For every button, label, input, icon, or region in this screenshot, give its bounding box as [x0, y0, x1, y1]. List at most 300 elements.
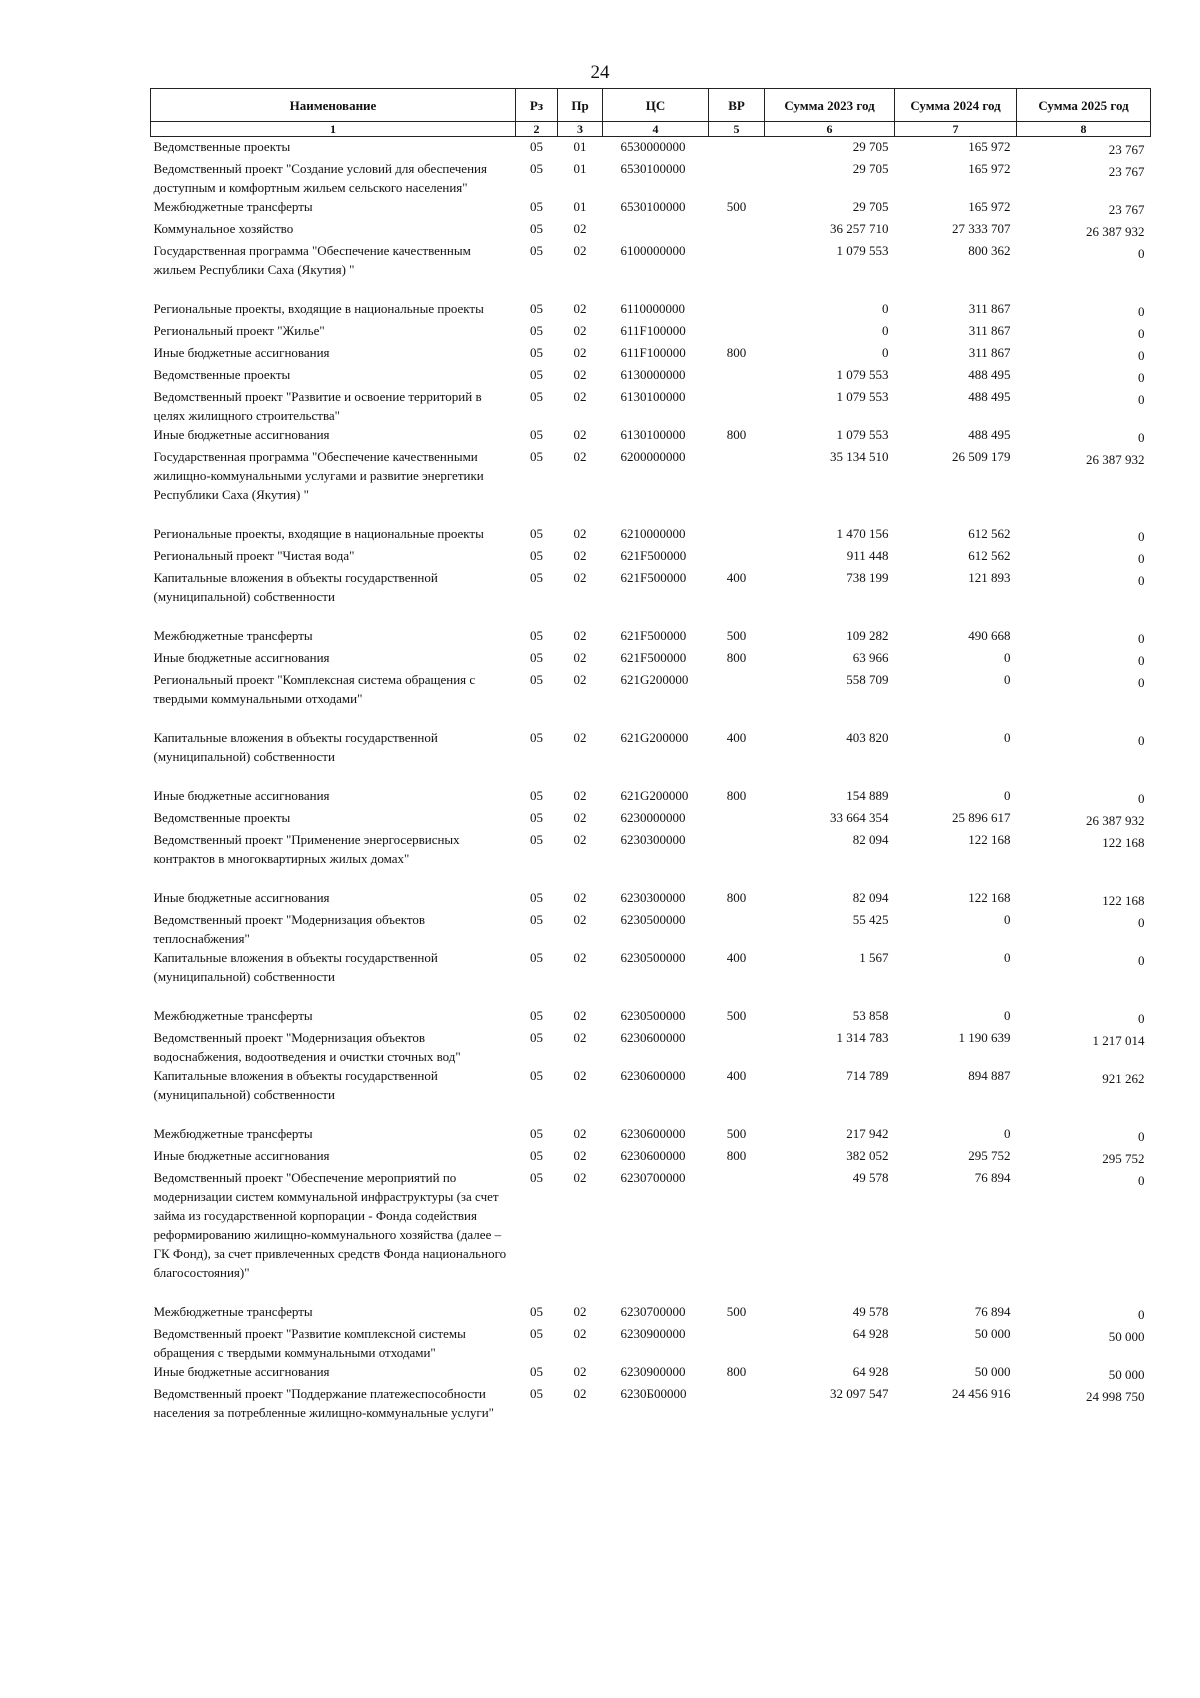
row-sum-2023: 0 — [882, 345, 889, 360]
table-row — [151, 808, 1151, 830]
row-vr: 500 — [726, 628, 747, 643]
row-sum-2024: 295 752 — [968, 1148, 1011, 1163]
table-row — [151, 447, 1151, 524]
row-sum-2024: 612 562 — [968, 548, 1011, 563]
header-vr: ВР — [709, 89, 765, 122]
row-sum-2024: 894 887 — [968, 1068, 1011, 1083]
row-cs: 6230500000 — [620, 912, 686, 927]
row-sum-2025: 23 767 — [1108, 164, 1145, 179]
row-vr — [709, 137, 765, 160]
table-row — [151, 910, 1151, 948]
row-pr: 02 — [573, 345, 587, 360]
row-sum-2025: 122 168 — [1102, 835, 1145, 850]
row-rz: 05 — [530, 323, 543, 338]
row-sum-2023: 714 789 — [846, 1068, 889, 1083]
row-sum-2025: 1 217 014 — [1092, 1033, 1145, 1048]
row-rz: 05 — [530, 427, 543, 442]
row-rz: 05 — [530, 1326, 543, 1341]
column-number: 6 — [765, 122, 895, 137]
table-row — [151, 137, 1151, 160]
row-rz: 05 — [530, 1148, 543, 1163]
row-vr: 400 — [726, 570, 747, 585]
row-sum-2024: 24 456 916 — [952, 1386, 1011, 1401]
row-cs: 6530100000 — [620, 161, 686, 176]
row-name: Коммунальное хозяйство — [153, 221, 294, 236]
row-name: Ведомственный проект "Развитие комплексной системы обращения с твердыми коммунальными отходами" — [153, 1326, 466, 1360]
row-sum-2024: 50 000 — [974, 1364, 1011, 1379]
row-sum-2025: 122 168 — [1102, 893, 1145, 908]
row-vr — [709, 1384, 765, 1422]
row-pr: 02 — [573, 427, 587, 442]
row-rz: 05 — [530, 221, 543, 236]
row-rz: 05 — [530, 912, 543, 927]
row-name: Ведомственный проект "Применение энергосервисных контрактов в многоквартирных жилых домах" — [153, 832, 460, 866]
row-pr: 02 — [573, 1126, 587, 1141]
row-sum-2024: 488 495 — [968, 389, 1011, 404]
row-sum-2023: 49 578 — [852, 1304, 889, 1319]
row-vr — [709, 546, 765, 568]
row-sum-2024: 122 168 — [968, 832, 1011, 847]
row-rz: 05 — [530, 161, 543, 176]
table-row — [151, 1066, 1151, 1124]
column-number: 8 — [1017, 122, 1151, 137]
row-sum-2023: 36 257 710 — [830, 221, 889, 236]
row-sum-2023: 109 282 — [846, 628, 889, 643]
row-sum-2024: 0 — [1004, 1126, 1011, 1141]
header-name: Наименование — [151, 89, 516, 122]
row-pr: 02 — [573, 1304, 587, 1319]
row-sum-2023: 35 134 510 — [830, 449, 889, 464]
table-row — [151, 648, 1151, 670]
row-vr — [709, 1324, 765, 1362]
column-number: 2 — [516, 122, 558, 137]
row-rz: 05 — [530, 672, 543, 687]
row-vr — [709, 321, 765, 343]
table-body — [151, 137, 1151, 1423]
row-cs: 6230900000 — [620, 1326, 686, 1341]
row-vr — [709, 830, 765, 888]
row-name: Межбюджетные трансферты — [153, 628, 313, 643]
row-pr: 02 — [573, 628, 587, 643]
row-sum-2023: 29 705 — [852, 161, 889, 176]
page-number: 24 — [590, 62, 610, 83]
row-vr — [709, 1028, 765, 1066]
table-row — [151, 524, 1151, 546]
row-name: Иные бюджетные ассигнования — [153, 1148, 330, 1163]
row-sum-2025: 24 998 750 — [1086, 1389, 1145, 1404]
row-cs: 6230300000 — [620, 890, 686, 905]
row-sum-2023: 63 966 — [852, 650, 889, 665]
row-vr — [709, 241, 765, 299]
row-vr — [709, 910, 765, 948]
row-name: Ведомственные проекты — [153, 367, 291, 382]
row-pr: 02 — [573, 548, 587, 563]
row-vr: 500 — [726, 1008, 747, 1023]
row-sum-2024: 165 972 — [968, 139, 1011, 154]
row-sum-2023: 29 705 — [852, 139, 889, 154]
row-rz: 05 — [530, 788, 543, 803]
table-row — [151, 387, 1151, 425]
row-vr — [709, 159, 765, 197]
row-name: Капитальные вложения в объекты государственной (муниципальной) собственности — [153, 570, 438, 604]
row-name: Капитальные вложения в объекты государственной (муниципальной) собственности — [153, 1068, 438, 1102]
row-vr — [709, 365, 765, 387]
row-cs: 6230000000 — [620, 810, 686, 825]
row-sum-2023: 558 709 — [846, 672, 889, 687]
row-pr: 02 — [573, 323, 587, 338]
row-sum-2023: 403 820 — [846, 730, 889, 745]
row-rz: 05 — [530, 1126, 543, 1141]
row-sum-2023: 911 448 — [846, 548, 889, 563]
row-rz: 05 — [530, 730, 543, 745]
row-sum-2024: 27 333 707 — [952, 221, 1011, 236]
row-vr — [709, 299, 765, 321]
row-cs: 6210000000 — [620, 526, 686, 541]
row-cs: 611F100000 — [620, 323, 686, 338]
row-name: Капитальные вложения в объекты государственной (муниципальной) собственности — [153, 950, 438, 984]
row-sum-2025: 0 — [1138, 675, 1145, 690]
row-sum-2024: 0 — [1004, 672, 1011, 687]
row-sum-2025: 921 262 — [1102, 1071, 1145, 1086]
row-pr: 01 — [573, 199, 587, 214]
row-vr: 400 — [726, 730, 747, 745]
row-cs: 6130000000 — [620, 367, 686, 382]
column-number: 1 — [151, 122, 516, 137]
row-cs: 621F500000 — [620, 570, 687, 585]
row-pr: 02 — [573, 1030, 587, 1045]
row-sum-2023: 1 079 553 — [836, 427, 889, 442]
row-cs: 6230700000 — [620, 1170, 686, 1185]
row-cs: 6230900000 — [620, 1364, 686, 1379]
table-row — [151, 786, 1151, 808]
row-sum-2025: 50 000 — [1108, 1367, 1145, 1382]
row-name: Государственная программа "Обеспечение качественным жильем Республики Саха (Якутия) " — [153, 243, 471, 277]
row-vr: 800 — [726, 650, 747, 665]
row-rz: 05 — [530, 243, 543, 258]
row-sum-2024: 121 893 — [968, 570, 1011, 585]
row-cs: 6230600000 — [620, 1148, 686, 1163]
row-sum-2023: 53 858 — [852, 1008, 889, 1023]
row-sum-2025: 26 387 932 — [1086, 224, 1145, 239]
row-vr — [709, 808, 765, 830]
table-row — [151, 365, 1151, 387]
row-pr: 02 — [573, 672, 587, 687]
row-name: Межбюджетные трансферты — [153, 1008, 313, 1023]
row-vr — [709, 670, 765, 728]
column-number: 3 — [558, 122, 603, 137]
row-rz: 05 — [530, 199, 543, 214]
table-row — [151, 1324, 1151, 1362]
row-sum-2023: 49 578 — [852, 1170, 889, 1185]
row-sum-2023: 1 567 — [859, 950, 889, 965]
row-sum-2025: 0 — [1138, 915, 1145, 930]
row-cs: 6130100000 — [620, 389, 686, 404]
row-sum-2023: 64 928 — [852, 1326, 889, 1341]
row-vr — [709, 447, 765, 524]
row-sum-2023: 82 094 — [852, 890, 889, 905]
table-row — [151, 219, 1151, 241]
row-sum-2024: 488 495 — [968, 427, 1011, 442]
column-number-row — [151, 122, 1151, 137]
row-rz: 05 — [530, 650, 543, 665]
row-sum-2024: 0 — [1004, 1008, 1011, 1023]
row-rz: 05 — [530, 526, 543, 541]
table-row — [151, 1362, 1151, 1384]
row-sum-2024: 1 190 639 — [958, 1030, 1011, 1045]
row-cs: 621G200000 — [620, 672, 689, 687]
row-sum-2025: 26 387 932 — [1086, 813, 1145, 828]
row-pr: 02 — [573, 301, 587, 316]
table-row — [151, 948, 1151, 1006]
row-name: Региональный проект "Комплексная система обращения с твердыми коммунальными отходами" — [153, 672, 476, 706]
table-row — [151, 1006, 1151, 1028]
row-sum-2025: 26 387 932 — [1086, 452, 1145, 467]
row-pr: 02 — [573, 890, 587, 905]
row-cs: 6230500000 — [620, 950, 686, 965]
row-rz: 05 — [530, 367, 543, 382]
row-sum-2024: 165 972 — [968, 161, 1011, 176]
row-cs: 621F500000 — [620, 628, 687, 643]
row-sum-2024: 50 000 — [974, 1326, 1011, 1341]
row-vr — [709, 524, 765, 546]
row-name: Ведомственный проект "Развитие и освоение территорий в целях жилищного строительства" — [153, 389, 482, 423]
row-sum-2024: 311 867 — [968, 345, 1011, 360]
row-sum-2023: 82 094 — [852, 832, 889, 847]
table-row — [151, 1124, 1151, 1146]
row-cs: 6230500000 — [620, 1008, 686, 1023]
row-sum-2024: 76 894 — [974, 1170, 1011, 1185]
row-sum-2024: 25 896 617 — [952, 810, 1011, 825]
row-vr — [709, 1168, 765, 1302]
row-vr: 500 — [726, 1126, 747, 1141]
row-rz: 05 — [530, 139, 543, 154]
row-name: Иные бюджетные ассигнования — [153, 890, 330, 905]
row-sum-2024: 122 168 — [968, 890, 1011, 905]
row-pr: 02 — [573, 730, 587, 745]
row-cs: 621G200000 — [620, 788, 689, 803]
column-number: 5 — [709, 122, 765, 137]
table-row — [151, 626, 1151, 648]
row-cs: 621F500000 — [620, 650, 687, 665]
row-sum-2023: 64 928 — [852, 1364, 889, 1379]
row-pr: 02 — [573, 950, 587, 965]
row-pr: 02 — [573, 832, 587, 847]
row-pr: 02 — [573, 570, 587, 585]
row-sum-2023: 32 097 547 — [830, 1386, 889, 1401]
column-number: 7 — [895, 122, 1017, 137]
row-sum-2025: 0 — [1138, 653, 1145, 668]
row-sum-2023: 217 942 — [846, 1126, 889, 1141]
row-name: Ведомственный проект "Модернизация объектов водоснабжения, водоотведения и очистки сточных вод" — [153, 1030, 461, 1064]
table-row — [151, 197, 1151, 219]
row-cs: 6230600000 — [620, 1068, 686, 1083]
table-row — [151, 830, 1151, 888]
row-rz: 05 — [530, 1008, 543, 1023]
table-row — [151, 321, 1151, 343]
row-rz: 05 — [530, 570, 543, 585]
row-sum-2025: 0 — [1138, 326, 1145, 341]
row-rz: 05 — [530, 389, 543, 404]
row-sum-2025: 0 — [1138, 1011, 1145, 1026]
table-row — [151, 728, 1151, 786]
row-pr: 02 — [573, 1148, 587, 1163]
row-vr: 800 — [726, 890, 747, 905]
row-name: Ведомственный проект "Поддержание платежеспособности населения за потребленные жилищно-коммунальные услуги" — [153, 1386, 494, 1420]
budget-table — [150, 88, 1151, 1422]
row-name: Государственная программа "Обеспечение качественными жилищно-коммунальными услугами и развитие энергетики Республики Саха (Якутия) " — [153, 449, 484, 502]
row-sum-2024: 800 362 — [968, 243, 1011, 258]
row-sum-2023: 33 664 354 — [830, 810, 889, 825]
row-sum-2025: 0 — [1138, 1307, 1145, 1322]
row-vr: 800 — [726, 345, 747, 360]
row-rz: 05 — [530, 1386, 543, 1401]
row-name: Ведомственные проекты — [153, 810, 291, 825]
row-sum-2024: 0 — [1004, 788, 1011, 803]
row-name: Капитальные вложения в объекты государственной (муниципальной) собственности — [153, 730, 438, 764]
row-sum-2024: 490 668 — [968, 628, 1011, 643]
row-name: Ведомственные проекты — [153, 139, 291, 154]
row-sum-2024: 26 509 179 — [952, 449, 1011, 464]
row-sum-2023: 738 199 — [846, 570, 889, 585]
row-sum-2025: 0 — [1138, 1129, 1145, 1144]
row-sum-2024: 0 — [1004, 650, 1011, 665]
row-sum-2024: 0 — [1004, 730, 1011, 745]
row-cs: 6230700000 — [620, 1304, 686, 1319]
row-pr: 02 — [573, 810, 587, 825]
row-sum-2024: 165 972 — [968, 199, 1011, 214]
row-name: Региональные проекты, входящие в национальные проекты — [153, 301, 484, 316]
table-row — [151, 241, 1151, 299]
row-vr: 800 — [726, 1148, 747, 1163]
table-row — [151, 425, 1151, 447]
row-sum-2025: 0 — [1138, 246, 1145, 261]
row-pr: 02 — [573, 1364, 587, 1379]
table-header-row — [151, 89, 1151, 122]
header-sum-2024: Сумма 2024 год — [895, 89, 1017, 122]
row-name: Межбюджетные трансферты — [153, 1304, 313, 1319]
row-sum-2025: 0 — [1138, 529, 1145, 544]
row-pr: 02 — [573, 788, 587, 803]
row-sum-2025: 23 767 — [1108, 202, 1145, 217]
row-sum-2023: 55 425 — [852, 912, 889, 927]
row-cs: 6230300000 — [620, 832, 686, 847]
row-pr: 02 — [573, 1386, 587, 1401]
row-pr: 02 — [573, 1068, 587, 1083]
row-name: Региональные проекты, входящие в национальные проекты — [153, 526, 484, 541]
row-sum-2025: 295 752 — [1102, 1151, 1145, 1166]
row-sum-2023: 1 079 553 — [836, 367, 889, 382]
row-sum-2024: 311 867 — [968, 301, 1011, 316]
row-sum-2025: 0 — [1138, 953, 1145, 968]
row-sum-2024: 612 562 — [968, 526, 1011, 541]
row-name: Межбюджетные трансферты — [153, 199, 313, 214]
row-sum-2024: 0 — [1004, 950, 1011, 965]
row-sum-2025: 0 — [1138, 370, 1145, 385]
row-rz: 05 — [530, 345, 543, 360]
row-sum-2025: 0 — [1138, 392, 1145, 407]
row-rz: 05 — [530, 548, 543, 563]
row-pr: 02 — [573, 1170, 587, 1185]
row-cs: 6230600000 — [620, 1030, 686, 1045]
row-rz: 05 — [530, 628, 543, 643]
row-sum-2024: 0 — [1004, 912, 1011, 927]
row-sum-2025: 50 000 — [1108, 1329, 1145, 1344]
row-pr: 02 — [573, 389, 587, 404]
row-pr: 02 — [573, 221, 587, 236]
row-cs: 6530000000 — [620, 139, 686, 154]
row-cs: 6200000000 — [620, 449, 686, 464]
row-pr: 02 — [573, 243, 587, 258]
row-rz: 05 — [530, 1068, 543, 1083]
row-pr: 02 — [573, 449, 587, 464]
row-pr: 02 — [573, 367, 587, 382]
row-cs: 621G200000 — [620, 730, 689, 745]
table-row — [151, 1168, 1151, 1302]
row-sum-2025: 0 — [1138, 551, 1145, 566]
row-rz: 05 — [530, 1030, 543, 1045]
row-sum-2025: 23 767 — [1108, 142, 1145, 157]
row-cs: 6230600000 — [620, 1126, 686, 1141]
row-rz: 05 — [530, 1170, 543, 1185]
row-name: Ведомственный проект "Модернизация объектов теплоснабжения" — [153, 912, 426, 946]
row-pr: 02 — [573, 912, 587, 927]
row-vr: 400 — [726, 1068, 747, 1083]
row-pr: 01 — [573, 161, 587, 176]
row-sum-2023: 0 — [882, 301, 889, 316]
row-sum-2023: 29 705 — [852, 199, 889, 214]
row-name: Региональный проект "Чистая вода" — [153, 548, 355, 563]
row-sum-2023: 1 470 156 — [836, 526, 889, 541]
header-rz: Рз — [516, 89, 558, 122]
row-sum-2025: 0 — [1138, 791, 1145, 806]
row-cs: 6110000000 — [620, 301, 686, 316]
table-row — [151, 888, 1151, 910]
row-sum-2023: 1 314 783 — [836, 1030, 889, 1045]
row-cs: 621F500000 — [620, 548, 687, 563]
row-name: Иные бюджетные ассигнования — [153, 345, 330, 360]
row-sum-2025: 0 — [1138, 631, 1145, 646]
row-name: Иные бюджетные ассигнования — [153, 427, 330, 442]
table-row — [151, 159, 1151, 197]
row-pr: 01 — [573, 139, 587, 154]
table-row — [151, 1302, 1151, 1324]
row-sum-2024: 311 867 — [968, 323, 1011, 338]
row-cs — [603, 219, 709, 241]
row-cs: 6130100000 — [620, 427, 686, 442]
row-vr — [709, 219, 765, 241]
column-number: 4 — [603, 122, 709, 137]
row-sum-2023: 382 052 — [846, 1148, 889, 1163]
row-rz: 05 — [530, 1304, 543, 1319]
row-cs: 6100000000 — [620, 243, 686, 258]
header-sum-2023: Сумма 2023 год — [765, 89, 895, 122]
row-sum-2025: 0 — [1138, 573, 1145, 588]
row-vr: 500 — [726, 1304, 747, 1319]
header-sum-2025: Сумма 2025 год — [1017, 89, 1151, 122]
row-name: Ведомственный проект "Обеспечение мероприятий по модернизации систем коммунальной инфраструктуры (за счет займа из государственной корпорации - Фонда содействия реформированию жилищно-коммунального хозяйства (далее – ГК Фонд), за счет привлеченных средств Фонда национального благосостояния)" — [153, 1170, 507, 1280]
table-row — [151, 546, 1151, 568]
row-cs: 6230Б00000 — [620, 1386, 687, 1401]
table-row — [151, 670, 1151, 728]
row-sum-2023: 0 — [882, 323, 889, 338]
table-row — [151, 299, 1151, 321]
row-vr: 800 — [726, 1364, 747, 1379]
row-rz: 05 — [530, 832, 543, 847]
row-pr: 02 — [573, 1008, 587, 1023]
row-sum-2025: 0 — [1138, 430, 1145, 445]
row-sum-2024: 488 495 — [968, 367, 1011, 382]
row-vr — [709, 387, 765, 425]
